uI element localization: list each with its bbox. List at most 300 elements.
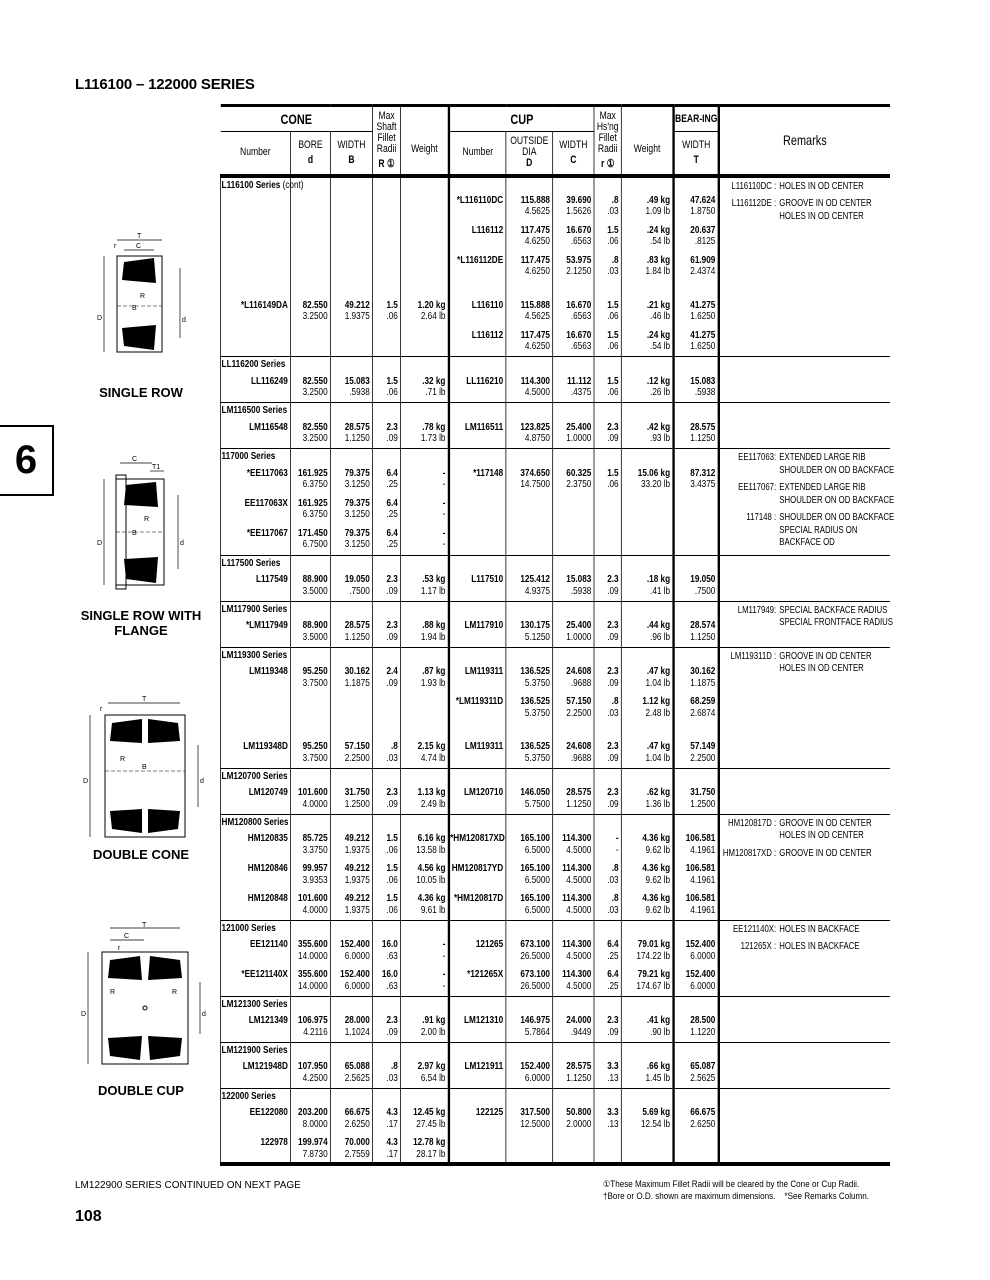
empty-cell	[594, 403, 621, 419]
value-metric: 49.212	[344, 892, 370, 904]
cup-width	[553, 252, 594, 282]
value-metric: 16.0	[381, 938, 398, 950]
value-imperial: 2.6250	[344, 1117, 370, 1130]
series-label: LM117900 Series	[221, 602, 288, 615]
cup-outside-dia	[506, 723, 553, 768]
cone-number	[220, 252, 290, 282]
cone-width	[330, 373, 372, 403]
cone-number: LL116249	[220, 373, 290, 403]
series-group	[220, 814, 889, 920]
value-metric: -	[615, 832, 619, 844]
value-imperial: .09	[607, 751, 619, 764]
value-metric: 2.3	[607, 573, 619, 585]
value-metric: 19.050	[690, 573, 716, 585]
bearing-width	[674, 327, 719, 357]
value-metric: .8	[611, 253, 619, 266]
double-cup-diagram	[80, 922, 210, 1072]
cone-width-label: WIDTH	[337, 138, 366, 151]
empty-cell	[506, 1088, 553, 1104]
value-imperial: 3.7500	[302, 751, 328, 764]
empty-cell	[330, 996, 372, 1012]
cone-weight	[401, 1134, 449, 1164]
cone-number: LM120749	[220, 784, 290, 814]
empty-cell	[373, 647, 401, 663]
value-imperial: 2.6250	[690, 1117, 716, 1130]
value-imperial: .06	[386, 843, 398, 856]
bearing-width	[674, 617, 719, 647]
remark-label: EE121140X:	[732, 923, 777, 935]
cup-weight	[621, 1012, 673, 1042]
empty-cell	[449, 996, 506, 1012]
value-imperial: .09	[386, 584, 398, 597]
value-imperial: 1.0000	[566, 630, 592, 643]
empty-cell	[621, 601, 673, 617]
remark-line: SHOULDER ON OD BACKFACE	[779, 512, 895, 523]
bearing-width	[674, 663, 719, 693]
cone-weight	[401, 327, 449, 357]
cone-bore	[291, 373, 331, 403]
cone-bore	[291, 465, 331, 495]
value-metric: 3.3	[607, 1106, 619, 1118]
value-imperial: .03	[386, 1071, 398, 1084]
remark-line: HOLES IN OD CENTER	[779, 210, 864, 222]
empty-cell	[674, 555, 719, 571]
cup-width	[553, 663, 594, 693]
cup-outside-dia	[506, 890, 553, 920]
cup-outside-dia	[506, 571, 553, 601]
value-metric: .42 kg	[646, 420, 671, 433]
series-row	[220, 1042, 889, 1058]
empty-cell	[330, 1042, 372, 1058]
empty-cell	[594, 647, 621, 663]
bearing-width	[674, 252, 719, 282]
value-imperial: 1.9375	[344, 310, 370, 322]
value-metric: 95.250	[302, 665, 328, 677]
remark-text	[779, 198, 871, 223]
cone-number: L117549	[220, 571, 290, 601]
value-metric: 2.4	[386, 665, 398, 677]
empty-cell	[330, 647, 372, 663]
value-metric: 99.957	[302, 862, 328, 874]
series-label: HM120800 Series	[221, 815, 289, 828]
empty-cell	[330, 449, 372, 465]
bearing-width	[674, 936, 719, 966]
series-label: L117500 Series	[221, 556, 281, 569]
value-metric: 2.3	[607, 665, 619, 677]
empty-cell	[506, 176, 553, 192]
series-group	[220, 920, 889, 996]
empty-cell	[594, 996, 621, 1012]
empty-cell	[330, 601, 372, 617]
bearing-width	[674, 966, 719, 996]
bearing-width	[674, 222, 719, 252]
bearing-width	[674, 830, 719, 860]
value-metric: .32 kg	[422, 374, 446, 387]
cone-weight	[401, 830, 449, 860]
value-imperial: 6.5000	[524, 873, 550, 886]
remarks-cell	[719, 1088, 890, 1164]
cone-number	[220, 693, 290, 723]
value-metric: 60.325	[566, 466, 592, 479]
cone-width	[330, 252, 372, 282]
value-metric: 123.825	[520, 420, 550, 433]
remark-text	[779, 848, 871, 861]
cone-width	[330, 860, 372, 890]
value-metric: 12.45 kg	[413, 1106, 446, 1118]
remark-line: HOLES IN BACKFACE	[779, 941, 860, 952]
cone-width	[330, 830, 372, 860]
empty-cell	[621, 449, 673, 465]
cone-weight	[401, 525, 449, 555]
value-imperial: .09	[386, 1025, 398, 1038]
shaft-radii-header	[373, 106, 401, 176]
remarks-cell	[719, 555, 890, 601]
housing-fillet-radius	[594, 419, 621, 449]
value-metric: -	[442, 496, 446, 509]
value-imperial: 3.2500	[302, 432, 328, 444]
single-row-flange-diagram	[92, 455, 197, 595]
housing-fillet-radius	[594, 784, 621, 814]
cup-width	[553, 373, 594, 403]
value-imperial: 14.7500	[520, 478, 550, 491]
bearing-width	[674, 1134, 719, 1164]
empty-cell	[373, 403, 401, 419]
housing-fillet-radius	[594, 1058, 621, 1088]
value-metric: 1.5	[607, 298, 619, 311]
value-metric: 57.149	[690, 740, 716, 752]
value-metric: 2.3	[386, 1014, 398, 1026]
empty-cell	[674, 920, 719, 936]
value-metric: 355.600	[298, 968, 328, 980]
footnote-bore: †Bore or O.D. shown are maximum dimensions. *See Remarks Column.	[603, 1191, 870, 1201]
cup-weight	[621, 860, 673, 890]
page-title: L116100 – 122000 SERIES	[75, 76, 255, 93]
page-number: 108	[75, 1208, 102, 1225]
svg-text:T: T	[142, 922, 147, 929]
empty-cell	[506, 814, 553, 830]
value-metric: .47 kg	[646, 740, 671, 752]
value-imperial: 2.2500	[690, 751, 716, 764]
bearing-width	[674, 1058, 719, 1088]
value-metric: 65.088	[344, 1060, 370, 1072]
cup-weight	[621, 282, 673, 327]
cup-weight	[621, 252, 673, 282]
value-metric: 114.300	[562, 832, 592, 844]
empty-cell	[553, 601, 594, 617]
value-metric: 152.400	[685, 968, 716, 980]
value-imperial: 4.5000	[566, 873, 592, 886]
value-metric: 1.5	[607, 374, 619, 387]
remark-line: SPECIAL FRONTFACE RADIUS	[779, 617, 894, 628]
value-metric: 2.3	[386, 619, 398, 631]
value-metric: 28.575	[344, 619, 370, 631]
value-metric: 25.400	[566, 420, 592, 433]
value-metric: .8	[611, 193, 619, 206]
value-imperial: 3.5000	[302, 584, 328, 597]
cone-bore	[291, 784, 331, 814]
empty-cell	[621, 996, 673, 1012]
empty-cell	[594, 449, 621, 465]
value-imperial: 3.9353	[302, 873, 328, 886]
remarks-cell	[719, 647, 890, 768]
value-imperial: 12.54 lb	[640, 1117, 671, 1130]
shaft-fillet-radius	[373, 1012, 401, 1042]
remark-label: HM120817XD :	[722, 847, 777, 859]
empty-cell	[621, 1042, 673, 1058]
value-metric: 165.100	[520, 832, 550, 844]
value-metric: 6.4	[607, 938, 619, 950]
remarks-cell	[719, 601, 894, 647]
value-imperial: 1.93 lb	[420, 676, 446, 689]
cone-weight	[401, 890, 449, 920]
cup-number: LM121911	[449, 1058, 506, 1088]
cup-number	[449, 525, 506, 555]
cup-width	[553, 571, 594, 601]
value-metric: 125.412	[520, 573, 550, 585]
empty-cell	[553, 403, 594, 419]
bearing-width	[674, 1012, 719, 1042]
value-metric: 49.212	[344, 298, 370, 311]
cup-width	[553, 723, 594, 768]
series-label: LL116200 Series	[221, 358, 286, 370]
value-imperial: -	[615, 843, 619, 856]
empty-cell	[401, 768, 449, 784]
svg-text:T: T	[137, 233, 142, 240]
value-metric: 115.888	[520, 193, 550, 206]
empty-cell	[506, 601, 553, 617]
series-name	[220, 1042, 290, 1058]
cup-outside-dia	[506, 222, 553, 252]
cone-weight	[401, 222, 449, 252]
remark	[722, 604, 894, 630]
empty-cell	[621, 176, 673, 192]
remark-label: 117148 :	[746, 512, 777, 523]
cup-number: LM121310	[449, 1012, 506, 1042]
value-metric: 19.050	[344, 573, 370, 585]
bearing-width	[674, 723, 719, 768]
value-metric: 28.574	[690, 619, 716, 631]
svg-text:C: C	[124, 933, 130, 940]
value-imperial: .46 lb	[650, 310, 671, 322]
value-imperial: 1.5626	[566, 205, 592, 217]
value-imperial: 2.6874	[690, 706, 716, 719]
housing-fillet-radius	[594, 830, 621, 860]
value-imperial: 9.62 lb	[645, 843, 671, 856]
cup-number: LL116210	[449, 373, 506, 403]
cone-number: 122978	[220, 1134, 290, 1164]
empty-cell	[449, 176, 506, 192]
value-imperial: .09	[607, 432, 619, 444]
empty-cell	[449, 1042, 506, 1058]
cup-weight	[621, 1104, 673, 1134]
housing-radii-label: Max Hs'ng Fillet Radii	[596, 109, 619, 155]
value-metric: .47 kg	[646, 665, 671, 677]
value-imperial: 1.1250	[566, 1071, 592, 1084]
value-imperial: .03	[607, 873, 619, 886]
value-metric: 28.575	[566, 1060, 592, 1072]
cup-outside-dia	[506, 419, 553, 449]
value-imperial: -	[442, 508, 446, 521]
shaft-radii-symbol: R ①	[378, 157, 395, 170]
value-metric: 39.690	[566, 193, 592, 206]
empty-cell	[506, 555, 553, 571]
bearing-table-wrapper	[220, 104, 895, 1166]
value-imperial: 174.22 lb	[636, 949, 671, 962]
cone-number	[220, 192, 290, 222]
empty-cell	[621, 1088, 673, 1104]
cone-width	[330, 465, 372, 495]
series-name	[220, 449, 290, 465]
cone-weight	[401, 693, 449, 723]
value-metric: 374.650	[520, 466, 550, 479]
value-imperial: 1.9375	[344, 843, 370, 856]
cone-weight	[401, 373, 449, 403]
value-metric: .88 kg	[422, 619, 446, 631]
value-metric: 24.608	[566, 665, 592, 677]
value-metric: 1.5	[386, 298, 398, 311]
value-metric: 1.5	[386, 892, 398, 904]
empty-cell	[401, 1088, 449, 1104]
remark-line: SPECIAL RADIUS ON	[779, 524, 858, 536]
series-group	[220, 1088, 889, 1164]
series-row	[220, 768, 889, 784]
value-metric: 171.450	[298, 526, 328, 539]
series-row	[220, 647, 889, 663]
cup-weight	[621, 571, 673, 601]
svg-text:r: r	[100, 706, 103, 713]
bearing-width	[674, 495, 719, 525]
cup-weight	[621, 890, 673, 920]
cone-width	[330, 282, 372, 327]
cup-number: *117148	[449, 465, 506, 495]
cone-number: EE122080	[220, 1104, 290, 1134]
cup-outside-dia	[506, 784, 553, 814]
cone-number: HM120835	[220, 830, 290, 860]
value-imperial: 9.61 lb	[420, 903, 446, 916]
value-metric: 6.4	[386, 526, 398, 539]
shaft-fillet-radius	[373, 571, 401, 601]
cone-number: LM121948D	[220, 1058, 290, 1088]
shaft-fillet-radius	[373, 282, 401, 327]
housing-fillet-radius	[594, 723, 621, 768]
value-metric: 28.575	[344, 420, 370, 433]
series-suffix: (cont)	[280, 178, 304, 191]
value-imperial: 13.58 lb	[416, 843, 446, 856]
series-group	[220, 449, 895, 556]
empty-cell	[621, 555, 673, 571]
value-imperial: 9.62 lb	[645, 903, 671, 916]
remark-line: GROOVE IN OD CENTER	[779, 198, 872, 209]
empty-cell	[674, 996, 719, 1012]
housing-fillet-radius	[594, 936, 621, 966]
cup-outside-dia	[506, 192, 553, 222]
bearing-table	[220, 104, 895, 1166]
empty-cell	[594, 176, 621, 192]
empty-cell	[449, 920, 506, 936]
value-imperial: 4.5000	[566, 949, 592, 962]
value-imperial: .09	[607, 630, 619, 643]
value-metric: 130.175	[520, 619, 550, 631]
cone-number: EE121140	[220, 936, 290, 966]
empty-cell	[449, 768, 506, 784]
value-metric: 53.975	[566, 253, 592, 266]
value-metric: 50.800	[566, 1106, 592, 1118]
value-metric: .49 kg	[646, 193, 671, 206]
series-row	[220, 601, 889, 617]
empty-cell	[594, 1042, 621, 1058]
value-metric: .8	[391, 1060, 398, 1072]
housing-fillet-radius	[594, 1012, 621, 1042]
series-row	[220, 996, 889, 1012]
value-imperial: 26.5000	[520, 979, 550, 992]
value-metric: 2.3	[607, 1014, 619, 1026]
remark-text	[779, 941, 859, 954]
empty-cell	[449, 357, 506, 373]
value-imperial: 4.6250	[524, 265, 550, 277]
svg-text:R: R	[120, 756, 126, 763]
value-metric: 1.5	[607, 223, 619, 236]
cone-width	[330, 419, 372, 449]
empty-cell	[330, 555, 372, 571]
cone-width	[330, 663, 372, 693]
cone-bore	[291, 252, 331, 282]
bearing-width	[674, 890, 719, 920]
remarks-cell	[719, 768, 890, 814]
value-imperial: .03	[607, 706, 619, 719]
empty-cell	[594, 768, 621, 784]
empty-cell	[449, 449, 506, 465]
empty-cell	[373, 555, 401, 571]
value-imperial: 5.3750	[524, 751, 550, 764]
empty-cell	[401, 647, 449, 663]
svg-text:B: B	[132, 305, 137, 312]
series-group	[220, 647, 889, 768]
value-imperial: 1.1250	[344, 630, 370, 643]
empty-cell	[330, 1088, 372, 1104]
empty-cell	[506, 996, 553, 1012]
empty-cell	[674, 449, 719, 465]
value-imperial: 2.64 lb	[420, 310, 446, 322]
empty-cell	[506, 449, 553, 465]
value-metric: 79.375	[344, 466, 370, 479]
remarks-header: Remarks	[719, 106, 890, 176]
value-imperial: 6.3750	[302, 478, 328, 491]
series-name	[220, 403, 290, 419]
value-metric: 4.36 kg	[642, 832, 671, 844]
cup-outside-dia	[506, 525, 553, 555]
remarks-cell	[719, 814, 890, 920]
cup-weight	[621, 966, 673, 996]
cone-number: LM119348	[220, 663, 290, 693]
value-imperial: 2.7559	[344, 1147, 370, 1160]
cone-bore	[291, 327, 331, 357]
svg-text:d: d	[200, 778, 204, 785]
shaft-fillet-radius	[373, 860, 401, 890]
empty-cell	[291, 555, 331, 571]
svg-text:R: R	[140, 293, 146, 300]
value-imperial: 1.2500	[344, 797, 370, 810]
value-metric: 65.087	[690, 1060, 716, 1072]
value-imperial: -	[442, 478, 446, 491]
bearing-width	[674, 419, 719, 449]
value-imperial: 3.3750	[302, 843, 328, 856]
value-metric: 1.5	[386, 374, 398, 387]
svg-text:C: C	[132, 456, 138, 463]
cup-number: 122125	[449, 1104, 506, 1134]
cup-outside-dia	[506, 495, 553, 525]
value-imperial: 5.3750	[524, 706, 550, 719]
value-imperial: .06	[607, 310, 619, 322]
